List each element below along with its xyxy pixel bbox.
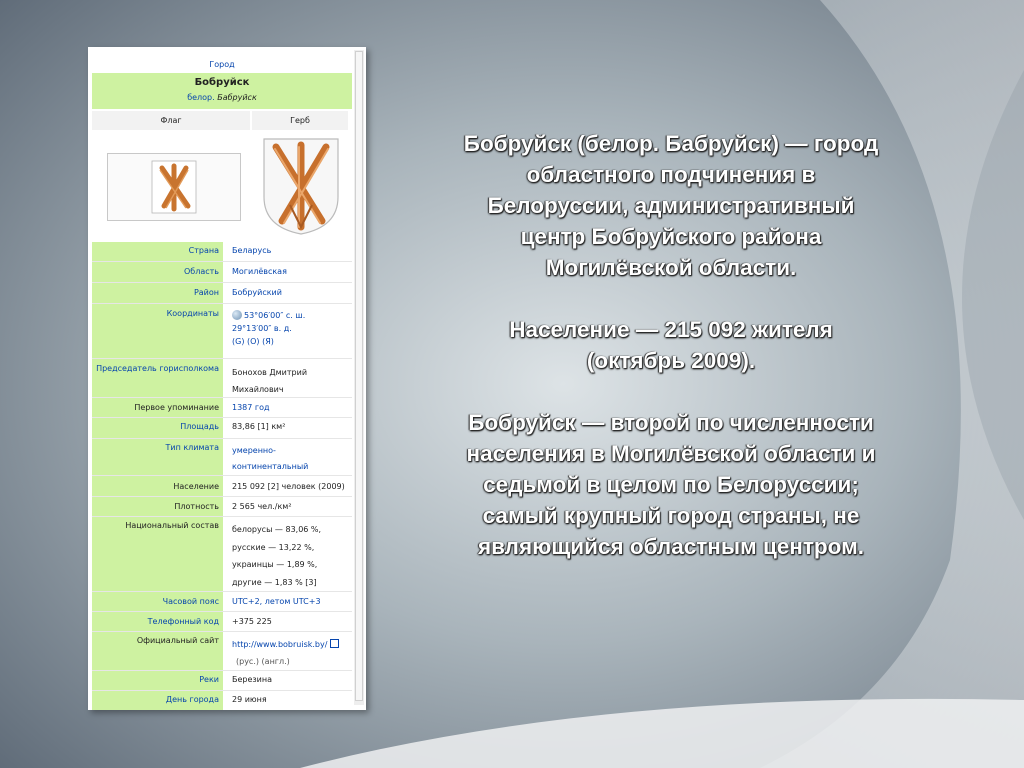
infobox-title-block — [92, 73, 352, 109]
row-population — [92, 476, 352, 496]
row-value: +375 225 — [232, 617, 272, 626]
paragraph-population: Население — 215 092 жителя (октябрь 2009). — [509, 317, 833, 373]
row-label: День города — [92, 691, 223, 710]
row-value: Бонохов Дмитрий Михайлович — [232, 368, 308, 394]
row-value: умеренно- континентальный — [232, 446, 309, 471]
row-value: Могилёвская — [232, 267, 287, 276]
row-value: белорусы — 83,06 %, русские — 13,22 %, украинцы — 1,89 %, другие — 1,83 % [3] — [232, 525, 322, 587]
row-label: Первое упоминание — [92, 398, 223, 417]
row-website — [92, 632, 352, 670]
row-phone-code — [92, 612, 352, 631]
row-country — [92, 242, 352, 261]
row-value: Беларусь — [232, 246, 272, 255]
infobox-type[interactable]: Город — [209, 60, 235, 69]
row-label: Реки — [92, 671, 223, 690]
row-rivers — [92, 671, 352, 690]
row-region — [92, 262, 352, 282]
paragraph-intro: Бобруйск (белор. Бабруйск) — город областного подчинения в Белоруссии, административный центр Бобруйского района Могилёвской области. — [463, 131, 879, 280]
row-label: Часовой пояс — [92, 592, 223, 611]
row-label: Население — [92, 476, 223, 496]
row-label: Тип климата — [92, 439, 223, 475]
belor-link[interactable]: белор. — [187, 93, 215, 102]
row-value: 1387 год — [232, 403, 270, 412]
row-value: 29 июня — [232, 695, 267, 704]
infobox-belarusian-name — [92, 93, 352, 102]
arms-caption: Герб — [252, 111, 348, 130]
row-first-mention — [92, 398, 352, 417]
wiki-infobox-screenshot — [88, 47, 366, 710]
row-label: Область — [92, 262, 223, 282]
external-link-icon — [330, 639, 339, 648]
row-value: http://www.bobruisk.by/ (рус.) (англ.) — [232, 632, 352, 670]
row-density — [92, 497, 352, 516]
paragraph-ranking: Бобруйск — второй по численности населения в Могилёвской области и седьмой в целом по Белоруссии; самый крупный город страны, не являющийся областным центром. — [466, 410, 876, 559]
coat-of-arms-icon — [260, 135, 342, 237]
row-area — [92, 418, 352, 438]
row-district — [92, 283, 352, 303]
row-value: 83,86 [1] км² — [232, 422, 286, 431]
row-city-day — [92, 691, 352, 710]
row-value: Бобруйский — [232, 288, 282, 297]
row-label: Председатель горисполкома — [92, 359, 223, 397]
row-label: Официальный сайт — [92, 632, 223, 670]
scrollbar[interactable] — [354, 50, 364, 705]
coat-of-arms-image[interactable] — [260, 135, 342, 237]
belor-name: Бабруйск — [217, 93, 257, 102]
row-ethnic-composition — [92, 517, 352, 591]
flag-icon — [108, 154, 240, 220]
scrollbar-thumb[interactable] — [355, 51, 363, 701]
slide-body-text — [416, 128, 926, 562]
row-label: Национальный состав — [92, 517, 223, 591]
row-value: 53°06′00″ с. ш. 29°13′00″ в. д. (G) (O) (Я) — [232, 311, 306, 346]
infobox-city-name: Бобруйск — [194, 77, 250, 88]
globe-icon[interactable] — [232, 310, 242, 320]
row-value: UTC+2, летом UTC+3 — [232, 597, 321, 606]
row-label: Площадь — [92, 418, 223, 438]
row-label: Координаты — [92, 304, 223, 358]
row-label: Телефонный код — [92, 612, 223, 631]
row-climate — [92, 439, 352, 475]
row-chairman — [92, 359, 352, 397]
row-value: 2 565 чел./км² — [232, 502, 292, 511]
row-coordinates — [92, 304, 352, 358]
flag-caption: Флаг — [92, 111, 250, 130]
row-timezone — [92, 592, 352, 611]
row-value: Березина — [232, 675, 272, 684]
row-label: Район — [92, 283, 223, 303]
flag-image[interactable] — [107, 153, 241, 221]
row-value: 215 092 [2] человек (2009) — [232, 482, 345, 491]
row-label: Плотность — [92, 497, 223, 516]
row-label: Страна — [92, 242, 223, 261]
